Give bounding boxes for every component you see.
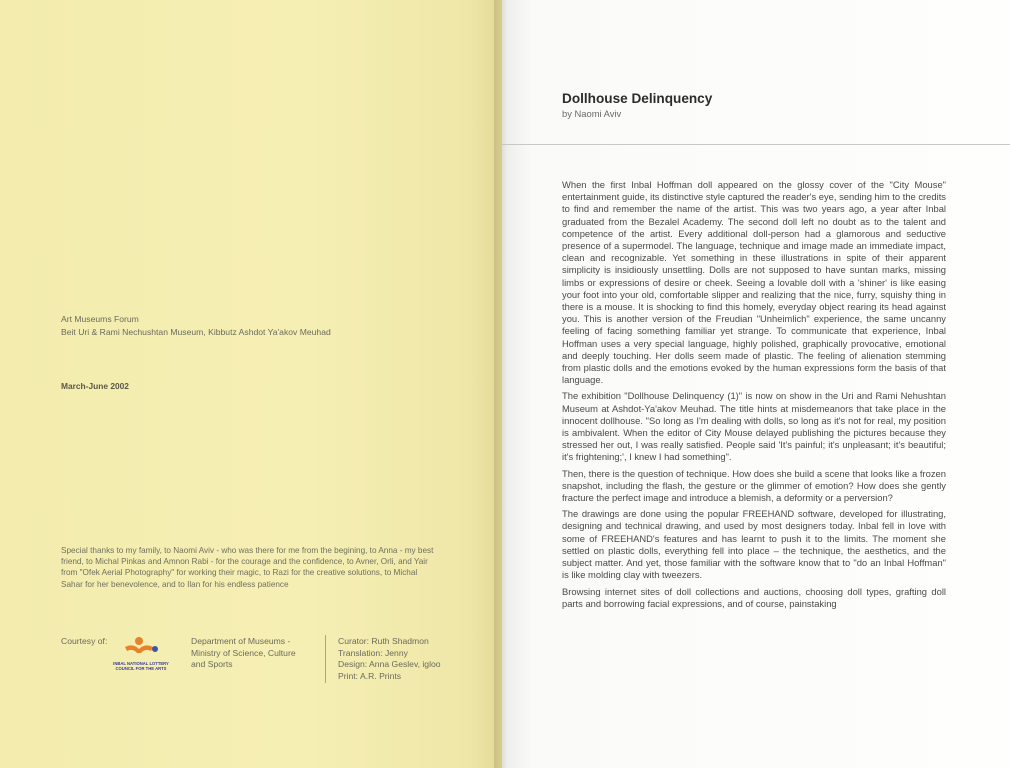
- courtesy-label: Courtesy of:: [61, 636, 108, 646]
- article-title: Dollhouse Delinquency: [562, 91, 713, 106]
- acknowledgements: Special thanks to my family, to Naomi Aviv - who was there for me from the begining, to Anna - my best friend, to Michal Pinkas and Amnon Rabi - for the courage and the confidence, to Avner, Orli, and Yair from "Ofek Aerial Photography" for working their magic, to Razi for the creative solutions, to Michal Sahar for her benevolence, and to Ilan for his endless patience: [61, 546, 434, 589]
- museum-name: Beit Uri & Rami Nechushtan Museum, Kibbutz Ashdot Ya'akov Meuhad: [61, 326, 331, 337]
- page-spine: [494, 0, 508, 768]
- paragraph: Browsing internet sites of doll collections and auctions, choosing doll types, grafting doll parts and borrowing facial expressions, and of course, painstaking: [562, 585, 946, 609]
- credits-divider: [325, 635, 326, 683]
- paragraph: The exhibition "Dollhouse Delinquency (1)" is now on show in the Uri and Rami Nehushtan Museum at Ashdot-Ya'akov Meuhad. The title hints at misdemeanors that take place in the innocent dollhouse. "So long as I'm dealing with dolls, so long as it's not for real, my position is ambivalent. When the editor of City Mouse delayed publishing the pictures because they stressed her out, I was really satisfied. People said 'It's painful; it's unpleasant; it's beautiful; it's frightening;', I knew I had something".: [562, 390, 946, 463]
- lottery-logo: [101, 635, 181, 681]
- dept-line-3: and Sports: [191, 659, 233, 669]
- design-credit: Design: Anna Geslev, igloo: [338, 659, 441, 669]
- lottery-logo-icon: [101, 635, 181, 663]
- paragraph: The drawings are done using the popular FREEHAND software, developed for illustrating, designing and technical drawing, and used by most designers today. Inbal fell in love with some of FREEHAND's features and has learnt to push it to the limits. The moment she settled on plastic dolls, everything fell into place – the technique, the aesthetics, and the subject matter. And yet, those familiar with the software know that to "do an Inbal Hoffman" is like molding clay with tweezers.: [562, 508, 946, 581]
- exhibition-dates: March-June 2002: [61, 381, 129, 391]
- lottery-logo-text: [101, 661, 181, 671]
- logo-text-line-1: INBAL NATIONAL LOTTERY: [113, 661, 169, 666]
- dept-line-1: Department of Museums -: [191, 636, 291, 646]
- article-body: [562, 179, 946, 614]
- museum-forum-block: [61, 313, 331, 338]
- forum-name: Art Museums Forum: [61, 314, 139, 324]
- curator-credit: Curator: Ruth Shadmon: [338, 636, 429, 646]
- dept-line-2: Ministry of Science, Culture: [191, 647, 296, 658]
- paragraph: Then, there is the question of technique. How does she build a scene that looks like a frozen snapshot, including the flash, the gesture or the glimmer of emotion? How does she gently fracture the perfect image and introduce a blemish, a deformity or a perversion?: [562, 467, 946, 504]
- header-rule: [502, 144, 1010, 145]
- article-byline: by Naomi Aviv: [562, 108, 622, 119]
- translation-credit: Translation: Jenny: [338, 647, 408, 658]
- credits-block: [61, 635, 481, 685]
- paragraph: When the first Inbal Hoffman doll appeared on the glossy cover of the "City Mouse" entertainment guide, its distinctive style captured the reader's eye, sending him to the credits to find and remember the name of the artist. This was two years ago, a year after Inbal graduated from the Bezalel Academy. The second doll left no doubt as to the talent and competence of the artist. Every additional doll-person had a glamorous and seductive presence of a supermodel. The language, technique and image made an immediate impact, clean and recognizable. Yet something in these illustrations in spite of their apparent simplicity is insidiously unsettling. Dolls are not supposed to have suntan marks, missing limbs or expressions of desire or cheek. Seeing a lovable doll with a 'shiner' is like easing your foot into your old, comfortable slipper and realizing that the nice, furry, squishy thing in there is a mouse. It is shocking to find this homely, everyday object rearing its head against you. This is another version of the Freudian "Unheimlich" experience, the same uncanny feeling of facing something familiar yet strange. To communicate that experience, Inbal Hoffman uses a very special language, highly polished, graphically provocative, emotional and deeply touching. Her dolls seem made of plastic. The feeling of alienation stemming from plastic dolls and the emotions evoked by the human expressions form the basis of that language.: [562, 179, 946, 386]
- department-credit: [191, 636, 296, 671]
- production-credits: [338, 636, 441, 682]
- logo-text-line-2: COUNCIL FOR THE ARTS: [115, 666, 167, 671]
- print-credit: Print: A.R. Prints: [338, 670, 402, 681]
